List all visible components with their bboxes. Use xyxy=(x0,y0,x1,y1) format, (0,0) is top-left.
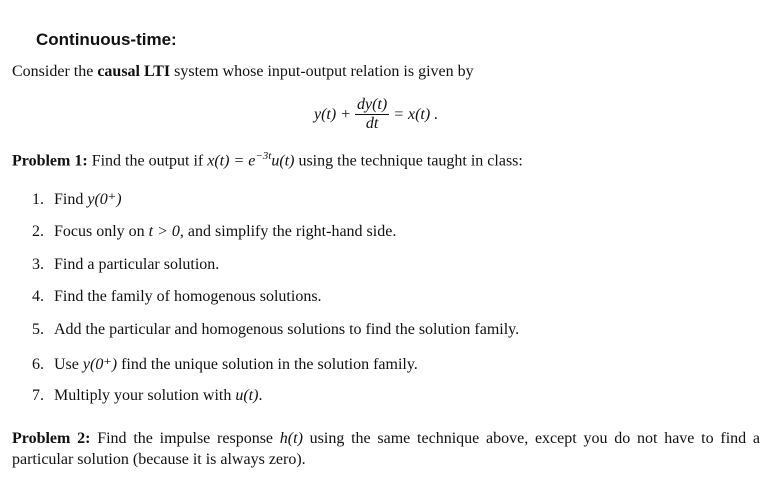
math: u(t) xyxy=(235,387,259,404)
fraction-numerator: dy(t) xyxy=(357,96,388,113)
equation-fraction xyxy=(355,96,389,133)
math-exponent: −3t xyxy=(255,150,272,162)
item-text: Multiply your solution with xyxy=(54,387,236,404)
item-text: Add the particular and homogenous solutions to find the solution family. xyxy=(54,321,520,338)
item-number: 4. xyxy=(32,288,44,305)
list-item xyxy=(32,288,322,306)
problem-1-text: using the technique taught in class: xyxy=(294,152,523,170)
item-number: 5. xyxy=(32,321,44,338)
item-number: 3. xyxy=(32,256,44,273)
list-item xyxy=(32,256,219,274)
equation xyxy=(314,96,438,133)
problem-2-text: using the same technique above, except you do not have to find a particular solution (because it is always zero). xyxy=(12,430,760,468)
list-item xyxy=(32,354,418,374)
problem-1 xyxy=(12,150,523,170)
item-text: Find xyxy=(54,191,88,208)
list-item xyxy=(32,387,262,405)
item-text: find the unique solution in the solution family. xyxy=(117,356,418,373)
section-title: Continuous-time: xyxy=(36,30,177,49)
problem-1-label: Problem 1: xyxy=(12,152,88,170)
item-text: Focus only on xyxy=(54,223,149,240)
intro-post: system whose input-output relation is given by xyxy=(170,63,474,80)
item-number: 1. xyxy=(32,191,44,208)
list-item xyxy=(32,223,396,241)
fraction-denominator: dt xyxy=(365,115,379,132)
equation-rhs: = x(t) . xyxy=(393,105,439,123)
math: u(t) xyxy=(271,152,295,170)
item-text: Find a particular solution. xyxy=(54,256,220,273)
intro-bold: causal LTI xyxy=(97,63,171,80)
item-number: 2. xyxy=(32,223,44,240)
item-number: 7. xyxy=(32,387,44,404)
problem-1-text: Find the output if xyxy=(87,152,208,170)
list-item xyxy=(32,321,519,339)
item-text: Find the family of homogenous solutions. xyxy=(54,288,322,305)
item-number: 6. xyxy=(32,356,44,373)
item-text: . xyxy=(258,387,263,404)
math: y(0⁺) xyxy=(87,191,122,208)
item-text: Use xyxy=(54,356,83,373)
math: x(t) = e xyxy=(207,152,256,170)
equation-lhs: y(t) + xyxy=(314,105,351,123)
item-text: , and simplify the right-hand side. xyxy=(179,223,397,240)
math: h(t) xyxy=(279,430,303,447)
math: y(0⁺) xyxy=(82,356,118,373)
intro-pre: Consider the xyxy=(12,63,98,80)
problem-2 xyxy=(12,428,760,470)
math: t > 0 xyxy=(148,223,180,240)
intro-text xyxy=(12,63,474,81)
problem-2-text: Find the impulse response xyxy=(90,430,280,447)
problem-2-label: Problem 2: xyxy=(12,430,91,447)
list-item xyxy=(32,189,122,209)
